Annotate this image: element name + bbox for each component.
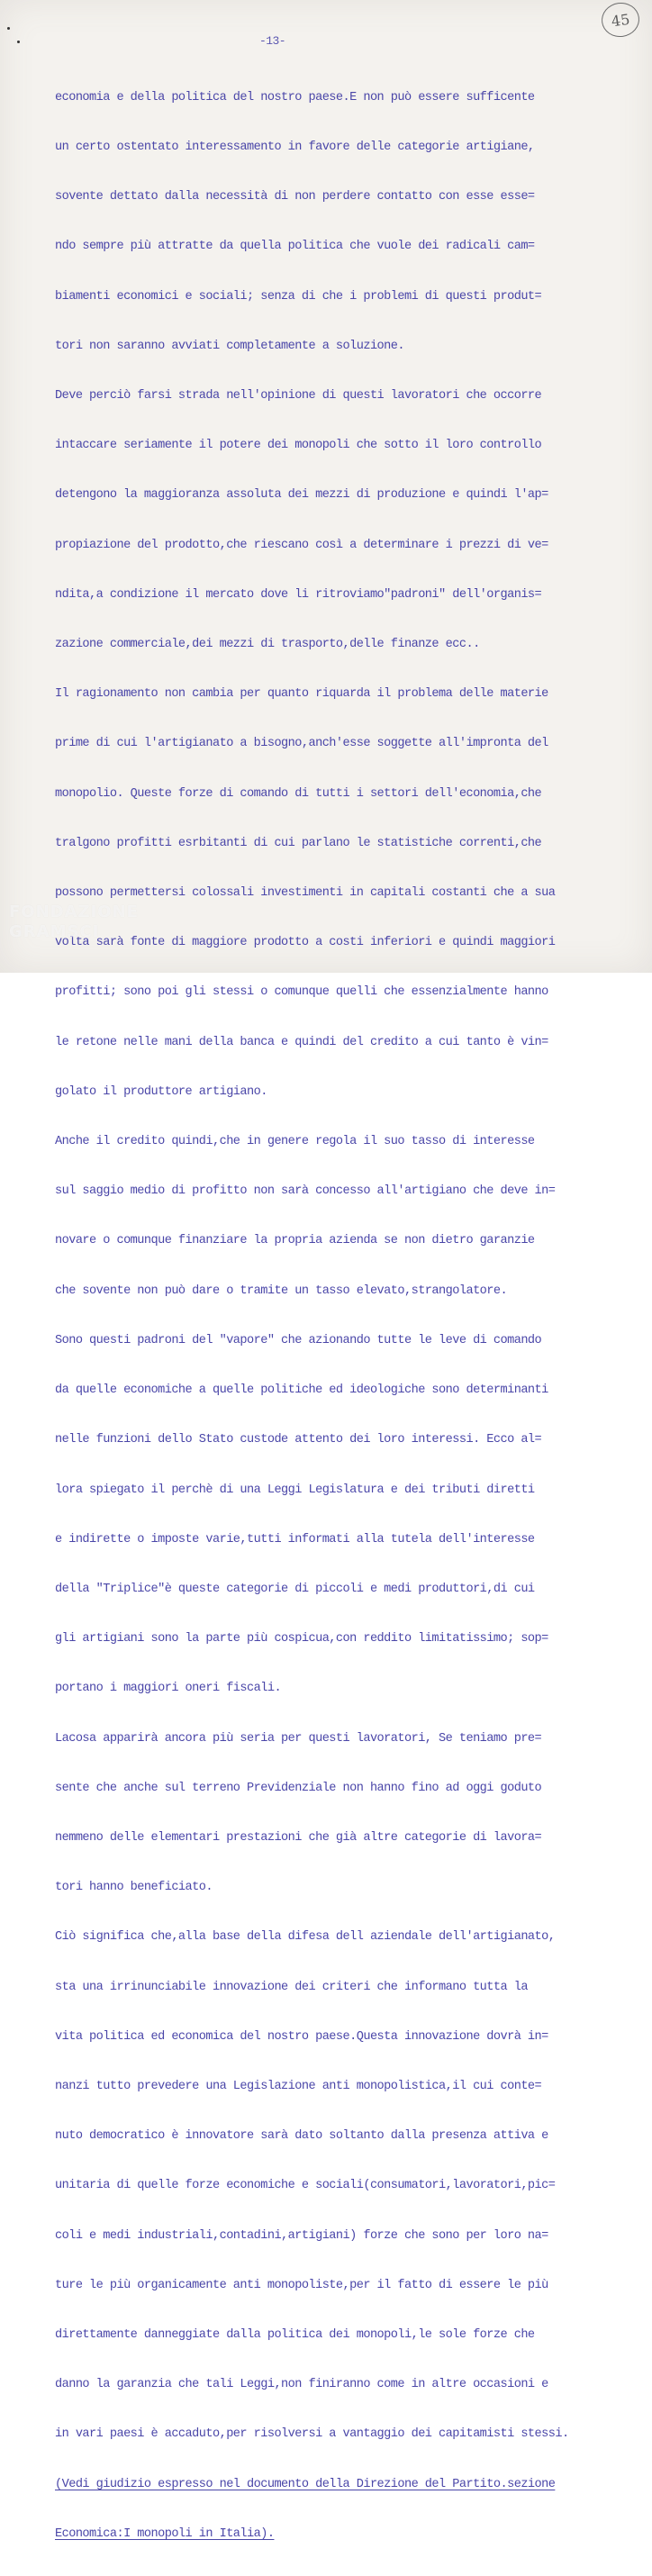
text-line: prime di cui l'artigianato a bisogno,anch'esse soggette all'impronta del xyxy=(55,737,548,751)
underlined-reference-line: (Vedi giudizio espresso nel documento della Direzione del Partito.sezione xyxy=(55,2477,556,2491)
text-line: nelle funzioni dello Stato custode attento dei loro interessi. Ecco al= xyxy=(55,1433,542,1447)
text-line: sta una irrinunciabile innovazione dei criteri che informano tutta la xyxy=(55,1980,528,1994)
text-line: un certo ostentato interessamento in favore delle categorie artigiane, xyxy=(55,141,535,155)
text-line: gli artigiani sono la parte più cospicua,con reddito limitatissimo; sop= xyxy=(55,1632,548,1646)
text-line: Lacosa apparirà ancora più seria per questi lavoratori, Se teniamo pre= xyxy=(55,1731,542,1746)
margin-mark xyxy=(7,27,10,30)
text-line: le retone nelle mani della banca e quindi del credito a cui tanto è vin= xyxy=(55,1035,548,1049)
page-number: -13- xyxy=(259,34,286,48)
watermark-logo xyxy=(9,903,139,942)
text-line: Anche il credito quindi,che in genere regola il suo tasso di interesse xyxy=(55,1135,535,1149)
text-line: ndita,a condizione il mercato dove li ritroviamo"padroni" dell'organis= xyxy=(55,587,542,602)
text-line: unitaria di quelle forze economiche e sociali(consumatori,lavoratori,pic= xyxy=(55,2179,556,2193)
typed-body-text xyxy=(55,57,569,2576)
text-line: portano i maggiori oneri fiscali. xyxy=(55,1682,282,1696)
text-line: Sono questi padroni del "vapore" che azionando tutte le leve di comando xyxy=(55,1333,542,1347)
text-line: sovente dettato dalla necessità di non perdere contatto con esse esse= xyxy=(55,190,535,204)
text-line: danno la garanzia che tali Leggi,non finiranno come in altre occasioni e xyxy=(55,2378,548,2392)
text-line: della "Triplice"è queste categorie di piccoli e medi produttori,di cui xyxy=(55,1582,535,1596)
text-line: intaccare seriamente il potere dei monopoli che sotto il loro controllo xyxy=(55,439,542,453)
archive-number-stamp: 45 xyxy=(600,0,642,39)
text-line: e indirette o imposte varie,tutti informati alla tutela dell'interesse xyxy=(55,1532,535,1547)
text-line: da quelle economiche a quelle politiche ed ideologiche sono determinanti xyxy=(55,1383,548,1398)
text-line: economia e della politica del nostro paese.E non può essere sufficente xyxy=(55,90,535,104)
text-line: golato il produttore artigiano. xyxy=(55,1084,267,1099)
text-line: coli e medi industriali,contadini,artigiani) forze che sono per loro na= xyxy=(55,2228,548,2243)
watermark-line: FONDAZIONE xyxy=(9,903,139,921)
text-line: Ciò significa che,alla base della difesa dell aziendale dell'artigianato, xyxy=(55,1930,556,1945)
text-line: tori non saranno avviati completamente a soluzione. xyxy=(55,339,404,353)
text-line: tori hanno beneficiato. xyxy=(55,1881,213,1895)
text-line: direttamente danneggiate dalla politica dei monopoli,le sole forze che xyxy=(55,2327,535,2342)
text-line: Il ragionamento non cambia per quanto riquarda il problema delle materie xyxy=(55,687,548,702)
text-line: in vari paesi è accaduto,per risolversi a vantaggio dei capitamisti stessi. xyxy=(55,2427,569,2442)
text-line: vita politica ed economica del nostro paese.Questa innovazione dovrà in= xyxy=(55,2029,548,2044)
text-line: che sovente non può dare o tramite un tasso elevato,strangolatore. xyxy=(55,1283,508,1298)
text-line: possono permettersi colossali investimenti in capitali costanti che a sua xyxy=(55,886,556,901)
text-line: nanzi tutto prevedere una Legislazione anti monopolistica,il cui conte= xyxy=(55,2079,542,2093)
text-line: nemmeno delle elementari prestazioni che già altre categorie di lavora= xyxy=(55,1830,542,1845)
text-line: tralgono profitti esrbitanti di cui parlano le statistiche correnti,che xyxy=(55,836,542,850)
text-line: lora spiegato il perchè di una Leggi Legislatura e dei tributi diretti xyxy=(55,1483,535,1497)
text-line: volta sarà fonte di maggiore prodotto a costi inferiori e quindi maggiori xyxy=(55,936,556,950)
watermark-line: GRAMSCI xyxy=(9,922,100,941)
text-line: zazione commerciale,dei mezzi di trasporto,delle finanze ecc.. xyxy=(55,638,480,652)
text-line: sente che anche sul terreno Previdenziale non hanno fino ad oggi goduto xyxy=(55,1781,542,1795)
text-line: monopolio. Queste forze di comando di tutti i settori dell'economia,che xyxy=(55,786,542,801)
text-line: sul saggio medio di profitto non sarà concesso all'artigiano che deve in= xyxy=(55,1184,556,1199)
text-line: ture le più organicamente anti monopoliste,per il fatto di essere le più xyxy=(55,2278,548,2292)
text-line: profitti; sono poi gli stessi o comunque quelli che essenzialmente hanno xyxy=(55,985,548,1000)
underlined-reference-line: Economica:I monopoli in Italia). xyxy=(55,2526,275,2541)
text-line: ndo sempre più attratte da quella politica che vuole dei radicali cam= xyxy=(55,240,535,254)
text-line: nuto democratico è innovatore sarà dato soltanto dalla presenza attiva e xyxy=(55,2129,548,2144)
text-line: propiazione del prodotto,che riescano così a determinare i prezzi di ve= xyxy=(55,538,548,552)
text-line: biamenti economici e sociali; senza di che i problemi di questi produt= xyxy=(55,289,542,304)
text-line: Deve perciò farsi strada nell'opinione di questi lavoratori che occorre xyxy=(55,389,542,404)
margin-mark xyxy=(17,41,20,43)
text-line: novare o comunque finanziare la propria azienda se non dietro garanzie xyxy=(55,1234,535,1248)
text-line: detengono la maggioranza assoluta dei mezzi di produzione e quindi l'ap= xyxy=(55,488,548,503)
